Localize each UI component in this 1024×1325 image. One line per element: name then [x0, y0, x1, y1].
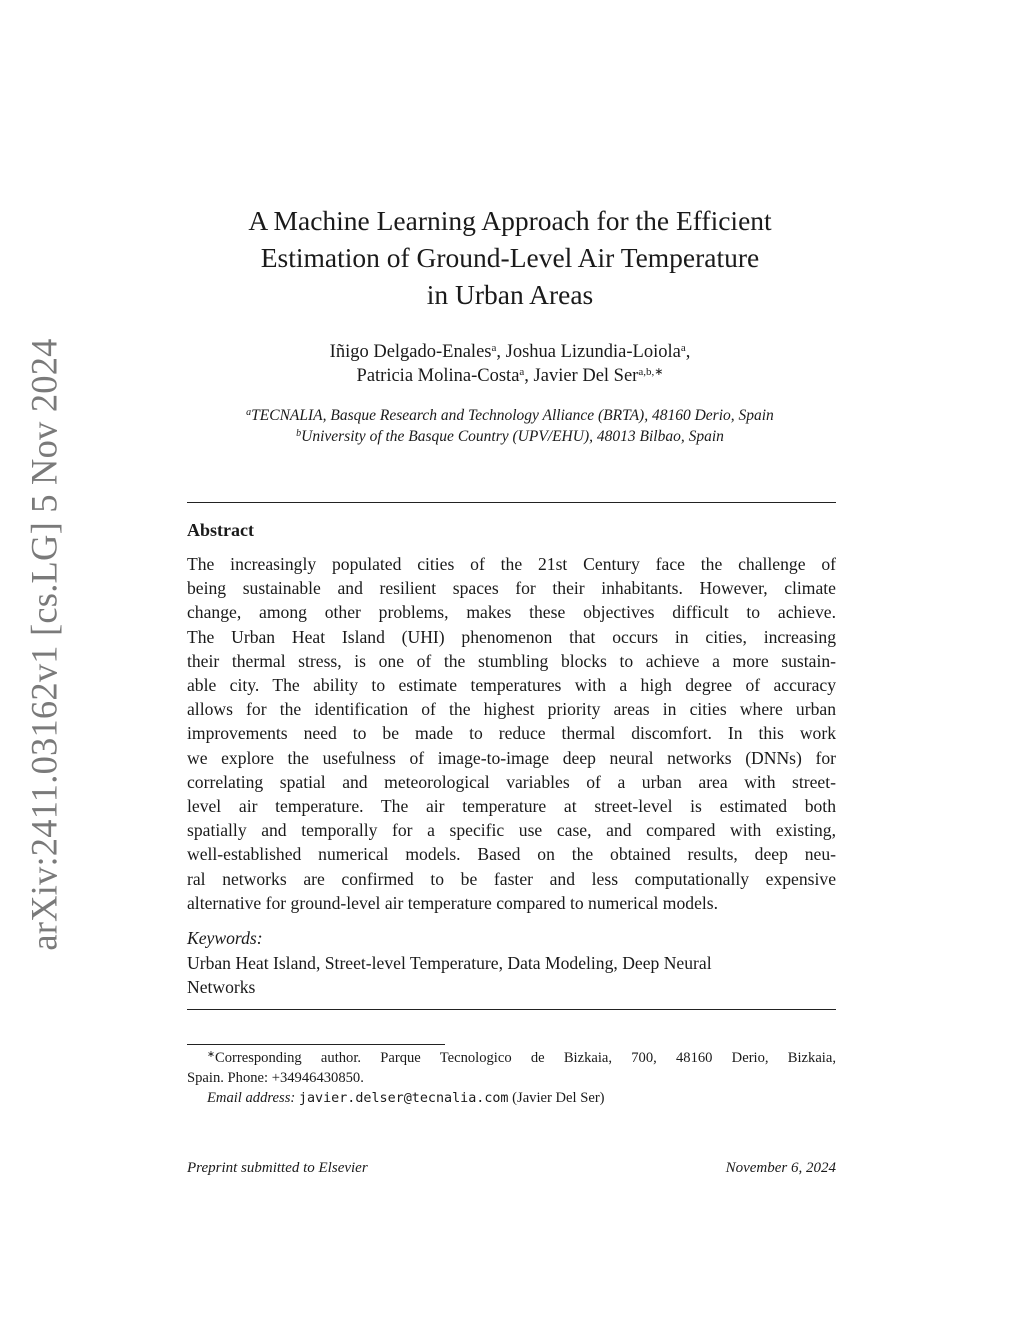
affiliation-mark: a — [246, 407, 252, 418]
abstract-line: alternative for ground-level air temperature compared to numerical models. — [187, 892, 719, 913]
author-name: Javier Del Ser — [533, 366, 639, 386]
abstract-line: level air temperature. The air temperature at street-level is estimated both — [187, 796, 836, 817]
author-affiliation-mark: a — [491, 342, 497, 354]
affiliation-item — [150, 405, 870, 426]
affiliation-text: TECNALIA, Basque Research and Technology Alliance (BRTA), 48160 Derio, Spain — [251, 407, 774, 424]
abstract-line: The increasingly populated cities of the 21st Century face the challenge of — [187, 554, 836, 574]
author-separator: , — [524, 366, 534, 386]
abstract-line: correlating spatial and meteorological variables of a urban area with street- — [187, 771, 836, 792]
footnote — [187, 1048, 836, 1109]
abstract-line: improvements need to be made to reduce thermal discomfort. In this work — [187, 723, 836, 744]
author-separator: , — [685, 342, 691, 362]
affiliation-list — [150, 405, 870, 447]
abstract-heading: Abstract — [187, 520, 254, 540]
email-link[interactable]: javier.delser@tecnalia.com — [298, 1091, 509, 1106]
preprint-notice: Preprint submitted to Elsevier — [187, 1160, 368, 1176]
abstract-line: being sustainable and resilient spaces for their inhabitants. However, climate — [187, 578, 836, 599]
keywords-line: Urban Heat Island, Street-level Temperature, Data Modeling, Deep Neural — [187, 953, 712, 973]
abstract-body — [187, 552, 836, 915]
footnote-line — [187, 1048, 836, 1068]
abstract-top-rule — [187, 502, 836, 503]
abstract-line: The Urban Heat Island (UHI) phenomenon that occurs in cities, increasing — [187, 626, 836, 647]
footnote-line: Spain. Phone: +34946430850. — [187, 1070, 364, 1086]
author-affiliation-mark: a — [519, 366, 525, 378]
author-affiliation-mark: a — [680, 342, 686, 354]
author-line — [150, 364, 870, 388]
abstract-line: change, among other problems, makes these objectives difficult to achieve. — [187, 602, 836, 623]
author-name: Patricia Molina-Costa — [356, 366, 520, 386]
affiliation-item — [150, 426, 870, 447]
affiliation-mark: b — [296, 428, 302, 439]
abstract-line: spatially and temporally for a specific use case, and compared with existing, — [187, 820, 836, 841]
author-list — [150, 340, 870, 388]
paper-title — [150, 202, 870, 313]
abstract-line: we explore the usefulness of image-to-image deep neural networks (DNNs) for — [187, 747, 836, 768]
footnote-text: Corresponding author. Parque Tecnologico de Bizkaia, 700, 48160 Derio, Bizkaia, — [214, 1050, 836, 1066]
abstract-bottom-rule — [187, 1009, 836, 1010]
preprint-date: November 6, 2024 — [725, 1160, 836, 1176]
abstract-line: well-established numerical models. Based on the obtained results, deep neu- — [187, 844, 836, 865]
title-line: A Machine Learning Approach for the Efficient — [248, 205, 772, 236]
abstract-line: allows for the identification of the highest priority areas in cities where urban — [187, 699, 836, 720]
keywords-heading: Keywords: — [187, 928, 263, 948]
footnote-email-line — [187, 1088, 836, 1109]
author-affiliation-mark: a,b,∗ — [638, 366, 664, 378]
footnote-rule — [187, 1044, 445, 1045]
arxiv-identifier-stamp — [23, 337, 65, 951]
author-separator: , — [496, 342, 506, 362]
title-line: Estimation of Ground-Level Air Temperature — [260, 242, 760, 273]
author-name: Iñigo Delgado-Enales — [329, 342, 492, 362]
keywords-line: Networks — [187, 977, 256, 997]
arxiv-identifier-text: arXiv:2411.03162v1 [cs.LG] 5 Nov 2024 — [23, 337, 65, 951]
author-name: Joshua Lizundia-Loiola — [505, 342, 681, 362]
footnote-mark: ∗ — [207, 1050, 215, 1060]
author-line — [150, 340, 870, 364]
abstract-line: their thermal stress, is one of the stumbling blocks to achieve a more sustain- — [187, 650, 836, 671]
abstract-line: ral networks are confirmed to be faster and less computationally expensive — [187, 868, 836, 889]
affiliation-text: University of the Basque Country (UPV/EHU), 48013 Bilbao, Spain — [301, 428, 724, 445]
title-line: in Urban Areas — [426, 279, 594, 310]
email-owner: (Javier Del Ser) — [512, 1090, 605, 1106]
keywords-body — [187, 951, 836, 999]
email-label: Email address: — [207, 1090, 296, 1106]
abstract-line: able city. The ability to estimate temperatures with a high degree of accuracy — [187, 675, 836, 696]
